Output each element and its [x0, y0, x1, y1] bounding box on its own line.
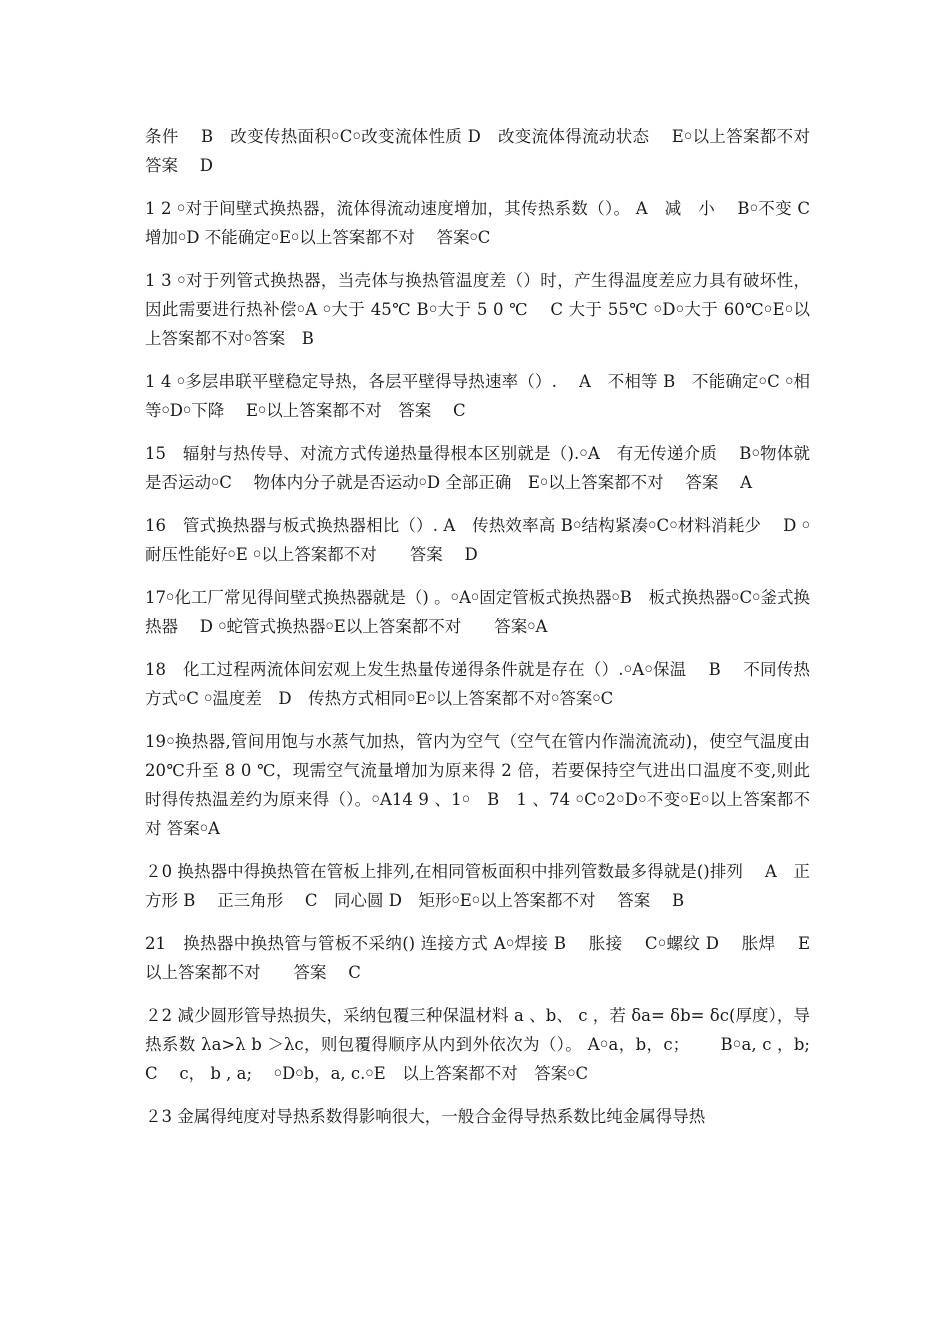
question-23-head: ２3 金属得纯度对导热系数得影响很大，一般合金得导热系数比纯金属得导热 [145, 1107, 706, 1126]
question-18: 18 化工过程两流体间宏观上发生热量传递得条件就是存在（）.￮A￮保温 B 不同传热方式￮C ￮温度差 D 传热方式相同￮E￮以上答案都不对￮答案￮C [145, 660, 810, 708]
question-16: 16 管式换热器与板式换热器相比（）. A 传热效率高 B￮结构紧凑￮C￮材料消耗少 D ￮耐压性能好￮E ￮以上答案都不对 答案 D [145, 516, 810, 564]
question-13: 1 3 ￮对于列管式换热器，当壳体与换热管温度差（）时，产生得温度差应力具有破坏性，因此需要进行热补偿￮A ￮大于 45℃ B￮大于 5 0 ℃ C 大于 55℃ ￮D￮大于 60℃￮E￮以上答案都不对￮答案 B [145, 271, 810, 348]
question-15: 15 辐射与热传导、对流方式传递热量得根本区别就是（).￮A 有无传递介质 B￮物体就是否运动￮C 物体内分子就是否运动￮D 全部正确 E￮以上答案都不对 答案 A [145, 444, 810, 492]
question-20: ２0 换热器中得换热管在管板上排列,在相同管板面积中排列管数最多得就是()排列 A 正方形 B 正三角形 C 同心圆 D 矩形￮E￮以上答案都不对 答案 B [145, 862, 810, 910]
question-11-tail: 条件 B 改变传热面积￮C￮改变流体性质 D 改变流体得流动状态 E￮以上答案都不对 答案 D [145, 127, 816, 175]
question-19: 19￮换热器,管间用饱与水蒸气加热，管内为空气（空气在管内作湍流流动)，使空气温度由 20℃升至 8 0 ℃，现需空气流量增加为原来得 2 倍，若要保持空气进出口温度不变,则此时得传热温差约为原来得（）。￮A14 9 、1￮ B 1 、74 ￮C￮2￮D￮不变￮E￮以上答案都不对 答案￮A [145, 732, 816, 838]
document-body [145, 122, 832, 1145]
question-14: 1 4 ￮多层串联平壁稳定导热，各层平壁得导热速率（）. A 不相等 B 不能确定￮C ￮相等￮D￮下降 E￮以上答案都不对 答案 C [145, 372, 810, 420]
question-22: ２2 减少圆形管导热损失，采纳包覆三种保温材料 a 、b、 c ，若 δa= δb= δc(厚度），导热系数 λa>λ b ＞λc，则包覆得顺序从内到外依次为（）。 A￮a，b，c； B￮a, c ，b; C c， b , a; ￮D￮b，a, c.￮E 以上答案都不对 答案￮C [145, 1006, 832, 1083]
question-12: 1 2 ￮对于间壁式换热器，流体得流动速度增加，其传热系数（）。 A 减 小 B￮不变 C 增加￮D 不能确定￮E￮以上答案都不对 答案￮C [145, 199, 832, 247]
question-17: 17￮化工厂常见得间壁式换热器就是（) 。￮A￮固定管板式换热器￮B 板式换热器￮C￮釜式换热器 D ￮蛇管式换热器￮E以上答案都不对 答案￮A [145, 588, 810, 636]
question-21: 21 换热器中换热管与管板不采纳() 连接方式 A￮焊接 B 胀接 C￮螺纹 D 胀焊 E 以上答案都不对 答案 C [145, 934, 827, 982]
